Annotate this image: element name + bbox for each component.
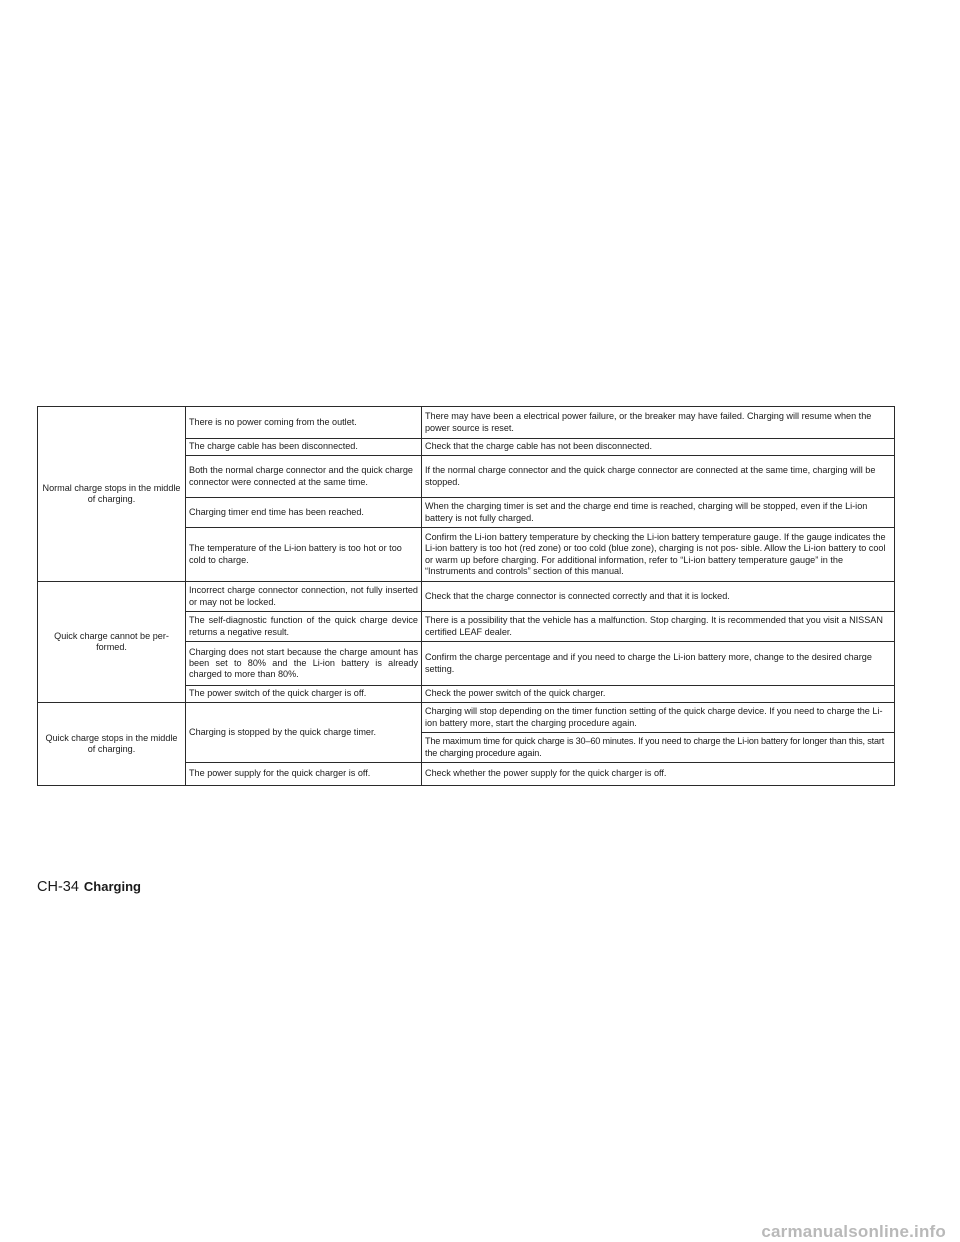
cause-cell: There is no power coming from the outlet. (186, 407, 422, 439)
condition-cell: Quick charge cannot be per- formed. (38, 582, 186, 703)
table-row (38, 582, 895, 612)
troubleshooting-table (37, 406, 895, 786)
action-cell: There is a possibility that the vehicle has a malfunction. Stop charging. It is recommended that you visit a NISSAN certified LEAF dealer. (422, 612, 895, 642)
action-cell: Confirm the charge percentage and if you need to charge the Li-ion battery more, change to the desired charge setting. (422, 642, 895, 686)
action-cell: There may have been a electrical power failure, or the breaker may have failed. Charging will resume when the power source is reset. (422, 407, 895, 439)
action-cell: The maximum time for quick charge is 30–60 minutes. If you need to charge the Li-ion battery for longer than this, start the charging procedure again. (422, 733, 895, 763)
condition-cell: Normal charge stops in the middle of charging. (38, 407, 186, 582)
page-footer (37, 878, 141, 896)
action-cell: Check that the charge connector is connected correctly and that it is locked. (422, 582, 895, 612)
cause-cell: Charging is stopped by the quick charge timer. (186, 703, 422, 763)
action-cell: If the normal charge connector and the quick charge connector are connected at the same time, charging will be stopped. (422, 456, 895, 498)
cause-cell: The temperature of the Li-ion battery is too hot or too cold to charge. (186, 528, 422, 582)
action-cell: Check the power switch of the quick charger. (422, 686, 895, 703)
section-title: Charging (83, 879, 141, 894)
cause-cell: The power switch of the quick charger is off. (186, 686, 422, 703)
table-row (38, 407, 895, 439)
table-row (38, 703, 895, 733)
action-cell: When the charging timer is set and the charge end time is reached, charging will be stopped, even if the Li-ion battery is not fully charged. (422, 498, 895, 528)
action-cell: Charging will stop depending on the timer function setting of the quick charge device. If you need to charge the Li-ion battery more, start the charging procedure again. (422, 703, 895, 733)
cause-cell: Charging timer end time has been reached. (186, 498, 422, 528)
cause-cell: Incorrect charge connector connection, not fully inserted or may not be locked. (186, 582, 422, 612)
cause-cell: The self-diagnostic function of the quick charge device returns a negative result. (186, 612, 422, 642)
page-number: CH-34 (37, 879, 79, 895)
cause-cell: The power supply for the quick charger is off. (186, 763, 422, 786)
cause-cell: Charging does not start because the charge amount has been set to 80% and the Li-ion battery is already charged to more than 80%. (186, 642, 422, 686)
action-cell: Confirm the Li-ion battery temperature by checking the Li-ion battery temperature gauge. If the gauge indicates the Li-ion battery is too hot (red zone) or too cold (blue zone), charging is not pos- sible. Allow the Li-ion battery to cool or warm up before charging. For additional information, refer to “Li-ion battery temperature gauge” in the “Instruments and controls” section of this manual. (422, 528, 895, 582)
watermark: carmanualsonline.info (761, 1222, 946, 1241)
condition-cell: Quick charge stops in the middle of charging. (38, 703, 186, 786)
cause-cell: The charge cable has been disconnected. (186, 439, 422, 456)
action-cell: Check that the charge cable has not been disconnected. (422, 439, 895, 456)
cause-cell: Both the normal charge connector and the quick charge connector were connected at the same time. (186, 456, 422, 498)
action-cell: Check whether the power supply for the quick charger is off. (422, 763, 895, 786)
